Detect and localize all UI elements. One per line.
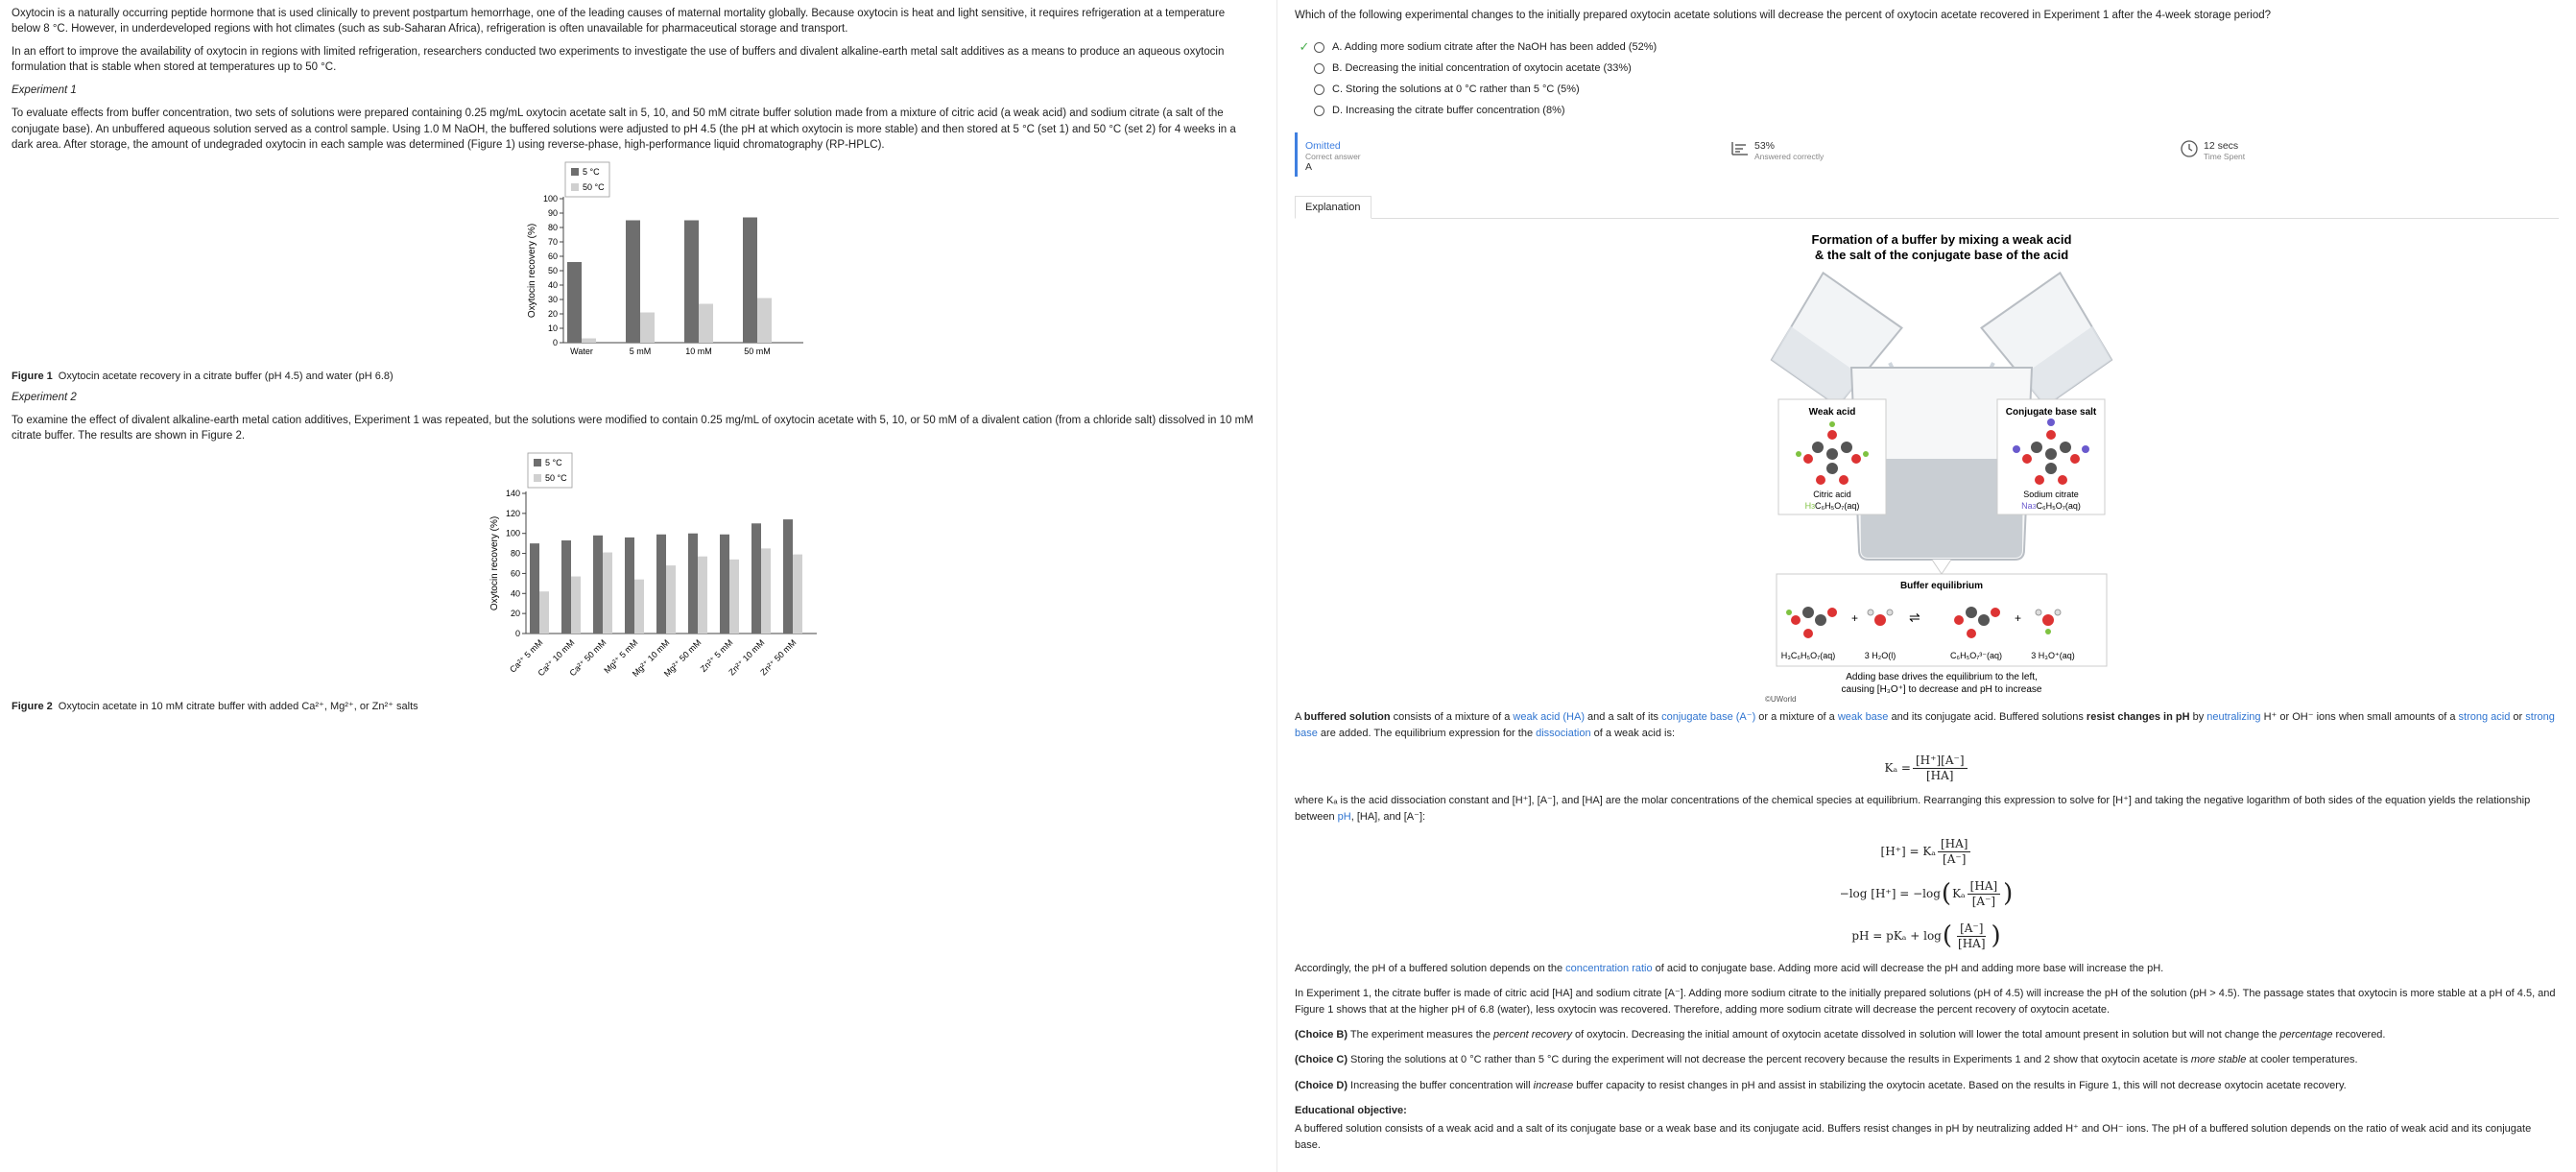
link[interactable]: weak acid (HA): [1513, 711, 1585, 724]
x-tick-label: 50 mM: [744, 346, 771, 356]
passage-pane: [0, 0, 1267, 1172]
chart-legend: [528, 453, 572, 488]
bar: [729, 560, 739, 634]
legend-label: 50 °C: [583, 181, 605, 192]
svg-text:Adding base drives the equilib: Adding base drives the equilibrium to the left,: [1846, 672, 2038, 683]
x-tick-label: Zn²⁺ 50 mM: [758, 637, 799, 678]
percent-correct-stat: 53% Answered correctly: [1731, 140, 1824, 161]
radio-button[interactable]: [1314, 106, 1324, 116]
radio-button[interactable]: [1314, 42, 1324, 53]
passage-paragraph: To evaluate effects from buffer concentration, two sets of solutions were prepared containing 0.25 mg/mL oxytocin acetate salt in 5, 10, and 50 mM citrate buffer solution made from a mixture of citric acid (a weak acid) and sodium citrate (a salt of the conjugate base). An unbuffered aqueous solution served as a control sample. Using 1.0 M NaOH, the buffered solutions were adjusted to pH 4.5 (the pH at which oxytocin is more stable) and then stored at 5 °C (set 1) and 50 °C (set 2) for 4 weeks in a dark area. After storage, the amount of undegraded oxytocin in each sample was determined (Figure 1) using reverse-phase, high-performance liquid chromatography (RP-HPLC).: [12, 108, 1236, 151]
bar: [530, 543, 539, 634]
bar: [625, 538, 634, 634]
bar: [757, 298, 772, 343]
y-tick-label: 80: [510, 548, 520, 559]
bar: [793, 555, 802, 634]
x-tick-label: Ca²⁺ 5 mM: [508, 637, 545, 675]
x-tick-label: Ca²⁺ 50 mM: [567, 637, 608, 679]
legend-label: 5 °C: [545, 458, 562, 468]
y-tick-label: 120: [505, 508, 520, 518]
bar: [571, 577, 581, 634]
y-tick-label: 20: [547, 308, 558, 319]
answer-choice-c[interactable]: C. Storing the solutions at 0 °C rather than 5 °C (5%): [1297, 79, 2559, 100]
y-tick-label: 40: [547, 279, 558, 290]
bar: [743, 217, 757, 343]
y-tick-label: 60: [510, 568, 520, 579]
choice-b-explanation: (Choice B) The experiment measures the percent recovery of oxytocin. Decreasing the initial amount of oxytocin acetate dissolved in solution will lower the total amount present in solution but will not change the percentage recovered.: [1295, 1029, 2386, 1041]
x-tick-label: Water: [570, 346, 593, 356]
svg-text:Weak acid: Weak acid: [1808, 407, 1856, 419]
bar: [582, 338, 596, 343]
bar: [640, 312, 655, 343]
explanation-paragraph: In Experiment 1, the citrate buffer is made of citric acid [HA] and sodium citrate [A⁻]. Adding more sodium citrate to the initially prepared solutions (pH of 4.5) will increase the pH of the solution (pH > 4.5). The passage states that oxytocin is more stable at a pH of 4.5, and Figure 1 shows that at the higher pH of 6.8 (water), less oxytocin was recovered. Therefore, adding more sodium citrate will decrease the percent recovery of oxytocin acetate.: [1295, 988, 2556, 1017]
explanation-body: [1295, 709, 2559, 1154]
passage-paragraph: Oxytocin is a naturally occurring peptide hormone that is used clinically to prevent postpartum hemorrhage, one of the leading causes of maternal mortality globally. Because oxytocin is heat and light sensitive, it requires refrigeration at a temperature below 8 °C. However, in underdeveloped regions with hot climates (such as sub-Saharan Africa), refrigeration is often unavailable for pharmaceutical storage and transport.: [12, 8, 1226, 36]
link[interactable]: concentration ratio: [1565, 963, 1653, 975]
clock-icon: [2181, 140, 2198, 157]
svg-text:H₃C₆H₅O₇(aq): H₃C₆H₅O₇(aq): [1780, 651, 1836, 661]
link[interactable]: strong acid: [2458, 711, 2511, 724]
bar: [593, 536, 603, 634]
link[interactable]: neutralizing: [2206, 711, 2261, 724]
y-tick-label: 40: [510, 588, 520, 599]
experiment-1-heading: Experiment 1: [12, 84, 77, 97]
x-tick-label: Zn²⁺ 10 mM: [727, 637, 767, 678]
bar: [656, 535, 666, 634]
passage-paragraph: To examine the effect of divalent alkaline-earth metal cation additives, Experiment 1 was repeated, but the solutions were modified to contain 0.25 mg/mL of oxytocin acetate with 5, 10, or 50 mM of a divalent cation (from a chloride salt) dissolved in 10 mM citrate buffer. The results are shown in Figure 2.: [12, 414, 1253, 442]
bar: [720, 535, 729, 634]
svg-text:+: +: [2015, 611, 2022, 626]
bar: [684, 220, 699, 343]
bar: [561, 540, 571, 634]
bar: [666, 565, 676, 634]
equation-ka: Kₐ = $\frac{[H^+][A^-]}{[HA]}$: [1295, 751, 2559, 785]
y-axis-label: Oxytocin recovery (%): [527, 223, 537, 318]
bar: [761, 548, 771, 634]
figure-title: Formation of a buffer by mixing a weak acid: [1811, 232, 2072, 248]
tab-bar: [1295, 194, 2559, 219]
svg-text:C₆H₅O₇³⁻(aq): C₆H₅O₇³⁻(aq): [1949, 651, 2003, 661]
bar: [539, 591, 549, 634]
y-tick-label: 140: [505, 489, 520, 499]
link[interactable]: weak base: [1837, 711, 1889, 724]
legend-swatch: [571, 183, 579, 191]
time-spent-stat: 12 secs Time Spent: [2181, 140, 2245, 161]
link[interactable]: pH: [1337, 811, 1351, 824]
x-tick-label: 5 mM: [629, 346, 652, 356]
radio-button[interactable]: [1314, 63, 1324, 74]
svg-text:Na3C₆H₅O₇(aq): Na3C₆H₅O₇(aq): [2021, 501, 2081, 512]
y-tick-label: 80: [547, 222, 558, 232]
svg-text:⇌: ⇌: [1909, 610, 1920, 626]
svg-text:H3C₆H₅O₇(aq): H3C₆H₅O₇(aq): [1804, 501, 1860, 512]
bar: [783, 519, 793, 634]
legend-swatch: [534, 474, 541, 482]
choice-c-explanation: (Choice C) Storing the solutions at 0 °C rather than 5 °C during the experiment will not decrease the percent recovery because the results in Experiments 1 and 2 show that oxytocin acetate is more stable at cooler temperatures.: [1295, 1054, 2358, 1066]
svg-text:3 H₃O⁺(aq): 3 H₃O⁺(aq): [2031, 651, 2075, 661]
legend-swatch: [534, 459, 541, 466]
equation-h-plus: [H⁺] = Kₐ $\frac{[HA]}{[A^-]}$: [1295, 834, 2559, 869]
svg-text:Citric acid: Citric acid: [1813, 490, 1851, 500]
answer-choices: [1295, 36, 2559, 121]
explanation-paragraph: Accordingly, the pH of a buffered solution depends on the concentration ratio of acid to conjugate base. Adding more acid will decrease the pH and adding more base will increase the pH.: [1295, 963, 2164, 975]
bar: [634, 580, 644, 634]
legend-label: 50 °C: [545, 473, 567, 484]
educational-objective-heading: Educational objective:: [1295, 1104, 1407, 1116]
svg-text:causing [H₃O⁺] to decrease and: causing [H₃O⁺] to decrease and pH to increase: [1841, 684, 2042, 696]
bar: [698, 557, 707, 634]
link[interactable]: dissociation: [1536, 728, 1591, 740]
buffer-equilibrium-box: [1777, 560, 2107, 666]
figure-1-caption: Figure 1 Oxytocin acetate recovery in a citrate buffer (pH 4.5) and water (pH 6.8): [12, 370, 394, 382]
y-tick-label: 60: [547, 251, 558, 261]
answer-choice-d[interactable]: D. Increasing the citrate buffer concentration (8%): [1297, 100, 2559, 121]
bar-chart-icon: [1731, 140, 1749, 155]
buffer-formation-figure: [1295, 219, 2560, 699]
answer-choice-b[interactable]: B. Decreasing the initial concentration of oxytocin acetate (33%): [1297, 58, 2559, 79]
y-tick-label: 20: [510, 609, 520, 619]
bar: [567, 262, 582, 343]
svg-text:+: +: [1851, 611, 1859, 626]
answer-choice-a[interactable]: ✓ A. Adding more sodium citrate after the NaOH has been added (52%): [1297, 36, 2559, 58]
figure-title: & the salt of the conjugate base of the acid: [1814, 248, 2069, 263]
check-icon: ✓: [1299, 39, 1310, 55]
y-axis-label: Oxytocin recovery (%): [489, 515, 500, 611]
experiment-2-heading: Experiment 2: [12, 391, 77, 403]
weak-acid-box: [1778, 399, 1886, 514]
bar: [688, 534, 698, 634]
equation-neg-log: −log [H⁺] = −log ( Kₐ $\frac{[HA]}{[A^-]}$ ): [1839, 879, 2014, 909]
link[interactable]: strong base: [1295, 711, 2555, 740]
svg-text:Sodium citrate: Sodium citrate: [2023, 490, 2079, 500]
svg-text:3 H₂O(l): 3 H₂O(l): [1864, 651, 1896, 661]
x-tick-label: Mg²⁺ 10 mM: [630, 637, 672, 679]
correct-answer-stat: Omitted Correct answer A: [1305, 140, 1361, 174]
educational-objective-text: A buffered solution consists of a weak acid and a salt of its conjugate base or a weak base and its conjugate acid. Buffers resist changes in pH by neutralizing added H⁺ and OH⁻ ions. The pH of a buffered solution depends on the ratio of weak acid and its conjugate base.: [1295, 1122, 2532, 1151]
figure-2-caption: Figure 2 Oxytocin acetate in 10 mM citrate buffer with added Ca²⁺, Mg²⁺, or Zn²⁺ salts: [12, 701, 418, 713]
x-tick-label: Mg²⁺ 5 mM: [602, 637, 640, 676]
conjugate-base-box: [1997, 399, 2105, 514]
y-tick-label: 50: [547, 265, 558, 275]
question-stem: Which of the following experimental changes to the initially prepared oxytocin acetate solutions will decrease the percent of oxytocin acetate recovered in Experiment 1 after the 4-week storage period?: [1295, 10, 2272, 21]
radio-button[interactable]: [1314, 84, 1324, 95]
bar: [626, 220, 640, 343]
choice-d-explanation: (Choice D) Increasing the buffer concentration will increase buffer capacity to resist changes in pH and assist in stabilizing the oxytocin acetate. Based on the results in Figure 1, this will not decrease oxytocin acetate recovery.: [1295, 1079, 2347, 1091]
svg-text:Conjugate base salt: Conjugate base salt: [2005, 407, 2097, 419]
bar: [699, 303, 713, 343]
y-tick-label: 10: [547, 323, 558, 333]
svg-text:Buffer equilibrium: Buffer equilibrium: [1899, 581, 1984, 592]
explanation-paragraph: where Kₐ is the acid dissociation constant and [H⁺], [A⁻], and [HA] are the molar concentrations of the chemical species at equilibrium. Rearranging this expression to solve for [H⁺] and taking the negative logarithm of both sides of the equation yields the relationship between pH, [HA], and [A⁻]:: [1295, 795, 2531, 824]
figure-1-chart: [509, 160, 816, 367]
y-tick-label: 90: [547, 207, 558, 218]
y-tick-label: 0: [514, 629, 520, 639]
legend-swatch: [571, 168, 579, 176]
explanation-paragraph: A buffered solution consists of a mixture of a weak acid (HA) and a salt of its conjugate base (A⁻) or a mixture of a weak base and its conjugate acid. Buffered solutions resist changes in pH by neutralizing H⁺ or OH⁻ ions when small amounts of a strong acid or strong base are added. The equilibrium expression for the dissociation of a weak acid is:: [1295, 711, 2555, 740]
figure-2-chart: [476, 451, 822, 696]
tab-explanation[interactable]: Explanation: [1295, 196, 1371, 219]
link[interactable]: conjugate base (A⁻): [1661, 711, 1756, 724]
y-tick-label: 0: [552, 337, 558, 347]
x-tick-label: Mg²⁺ 50 mM: [661, 637, 704, 679]
bar: [603, 553, 612, 634]
legend-label: 5 °C: [583, 166, 600, 177]
bar: [751, 523, 761, 634]
answer-stats-bar: [1295, 132, 2559, 177]
y-tick-label: 100: [542, 193, 558, 203]
y-tick-label: 70: [547, 236, 558, 247]
y-tick-label: 100: [505, 528, 520, 538]
x-tick-label: Ca²⁺ 10 mM: [536, 637, 577, 679]
equation-henderson: pH = pKₐ + log ( $\frac{[A^-]}{[HA]}$ ): [1851, 921, 2001, 951]
y-tick-label: 30: [547, 294, 558, 304]
passage-paragraph: In an effort to improve the availability of oxytocin in regions with limited refrigeration, researchers conducted two experiments to investigate the use of buffers and divalent alkaline-earth metal salt additives as a means to produce an aqueous oxytocin formulation that is stable when stored at temperatures up to 50 °C.: [12, 46, 1225, 74]
x-tick-label: 10 mM: [685, 346, 712, 356]
x-tick-label: Zn²⁺ 5 mM: [698, 637, 735, 675]
copyright: ©UWorld: [1765, 695, 1797, 705]
chart-legend: [565, 162, 609, 197]
question-pane: [1276, 0, 2576, 1172]
